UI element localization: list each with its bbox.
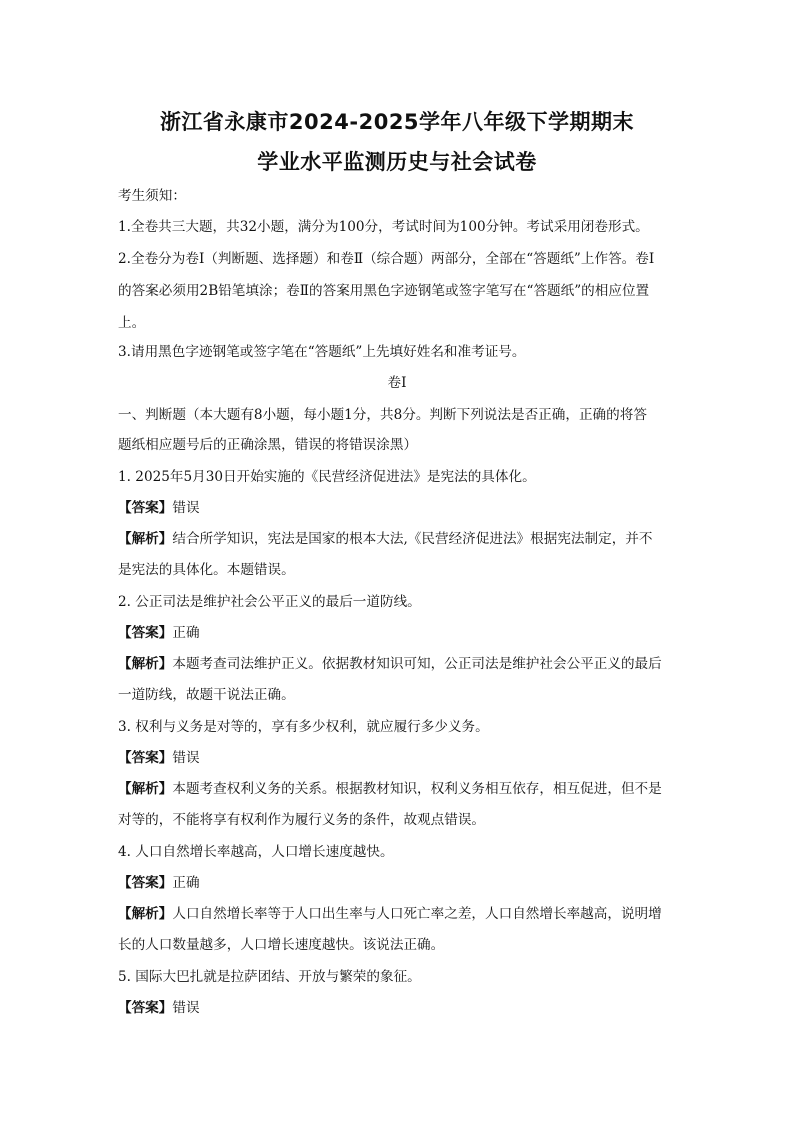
answer-value: 错误 (172, 500, 200, 516)
notice-item-2-cont: 的答案必须用2B铅笔填涂；卷Ⅱ的答案用黑色字迹钢笔或签字笔写在“答题纸”的相应位置 (118, 283, 650, 299)
analysis-text: 人口自然增长率等于人口出生率与人口死亡率之差，人口自然增长率越高，说明增 (172, 906, 662, 922)
answer-value: 错误 (172, 1000, 200, 1016)
question-4-analysis (118, 905, 678, 923)
question-1-answer (118, 499, 678, 517)
analysis-tag: 【解析】 (118, 906, 173, 922)
answer-tag: 【答案】 (118, 875, 173, 891)
notice-heading: 考生须知： (118, 188, 186, 204)
question-1-analysis (118, 530, 678, 548)
question-4-analysis-cont: 长的人口数量越多，人口增长速度越快。该说法正确。 (118, 937, 445, 953)
question-3-answer (118, 749, 678, 767)
question-1-analysis-cont: 是宪法的具体化。本题错误。 (118, 562, 295, 578)
question-4-stem: 4. 人口自然增长率越高，人口增长速度越快。 (118, 844, 394, 860)
analysis-text: 结合所学知识，宪法是国家的根本大法,《民营经济促进法》根据宪法制定，并不 (172, 531, 653, 547)
question-2-analysis (118, 655, 678, 673)
document-title-line-1: 浙江省永康市2024-2025学年八年级下学期期末 (159, 110, 635, 134)
volume-label: 卷Ⅰ (387, 375, 407, 391)
analysis-tag: 【解析】 (118, 656, 173, 672)
answer-value: 正确 (172, 875, 200, 891)
question-3-analysis-cont: 对等的，不能将享有权利作为履行义务的条件，故观点错误。 (118, 812, 486, 828)
answer-value: 错误 (172, 750, 200, 766)
analysis-tag: 【解析】 (118, 531, 173, 547)
question-5-answer (118, 999, 678, 1017)
analysis-text: 本题考查司法维护正义。依据教材知识可知，公正司法是维护社会公平正义的最后 (172, 656, 662, 672)
answer-tag: 【答案】 (118, 750, 173, 766)
question-2-analysis-cont: 一道防线，故题干说法正确。 (118, 687, 295, 703)
notice-item-2-end: 上。 (118, 315, 146, 331)
document-title-line-2: 学业水平监测历史与社会试卷 (257, 150, 537, 174)
notice-item-2: 2.全卷分为卷Ⅰ（判断题、选择题）和卷Ⅱ（综合题）两部分，全部在“答题纸”上作答。卷Ⅰ (118, 251, 655, 267)
analysis-tag: 【解析】 (118, 781, 173, 797)
notice-item-3: 3.请用黑色字迹钢笔或签字笔在“答题纸”上先填好姓名和准考证号。 (118, 344, 526, 360)
question-2-stem: 2. 公正司法是维护社会公平正义的最后一道防线。 (118, 594, 421, 610)
question-3-stem: 3. 权利与义务是对等的，享有多少权利，就应履行多少义务。 (118, 719, 489, 735)
answer-tag: 【答案】 (118, 1000, 173, 1016)
answer-tag: 【答案】 (118, 500, 173, 516)
notice-item-1: 1.全卷共三大题，共32小题，满分为100分，考试时间为100分钟。考试采用闭卷形式。 (118, 219, 649, 235)
question-5-stem: 5. 国际大巴扎就是拉萨团结、开放与繁荣的象征。 (118, 969, 421, 985)
section-heading-line-1: 一、判断题（本大题有8小题，每小题1分，共8分。判断下列说法是否正确，正确的将答 (118, 407, 647, 423)
question-3-analysis (118, 780, 678, 798)
section-heading-line-2: 题纸相应题号后的正确涂黑，错误的将错误涂黑） (118, 437, 418, 453)
answer-tag: 【答案】 (118, 625, 173, 641)
analysis-text: 本题考查权利义务的关系。根据教材知识，权利义务相互依存，相互促进，但不是 (172, 781, 662, 797)
question-1-stem: 1. 2025年5月30日开始实施的《民营经济促进法》是宪法的具体化。 (118, 469, 536, 485)
question-2-answer (118, 624, 678, 642)
answer-value: 正确 (172, 625, 200, 641)
question-4-answer (118, 874, 678, 892)
